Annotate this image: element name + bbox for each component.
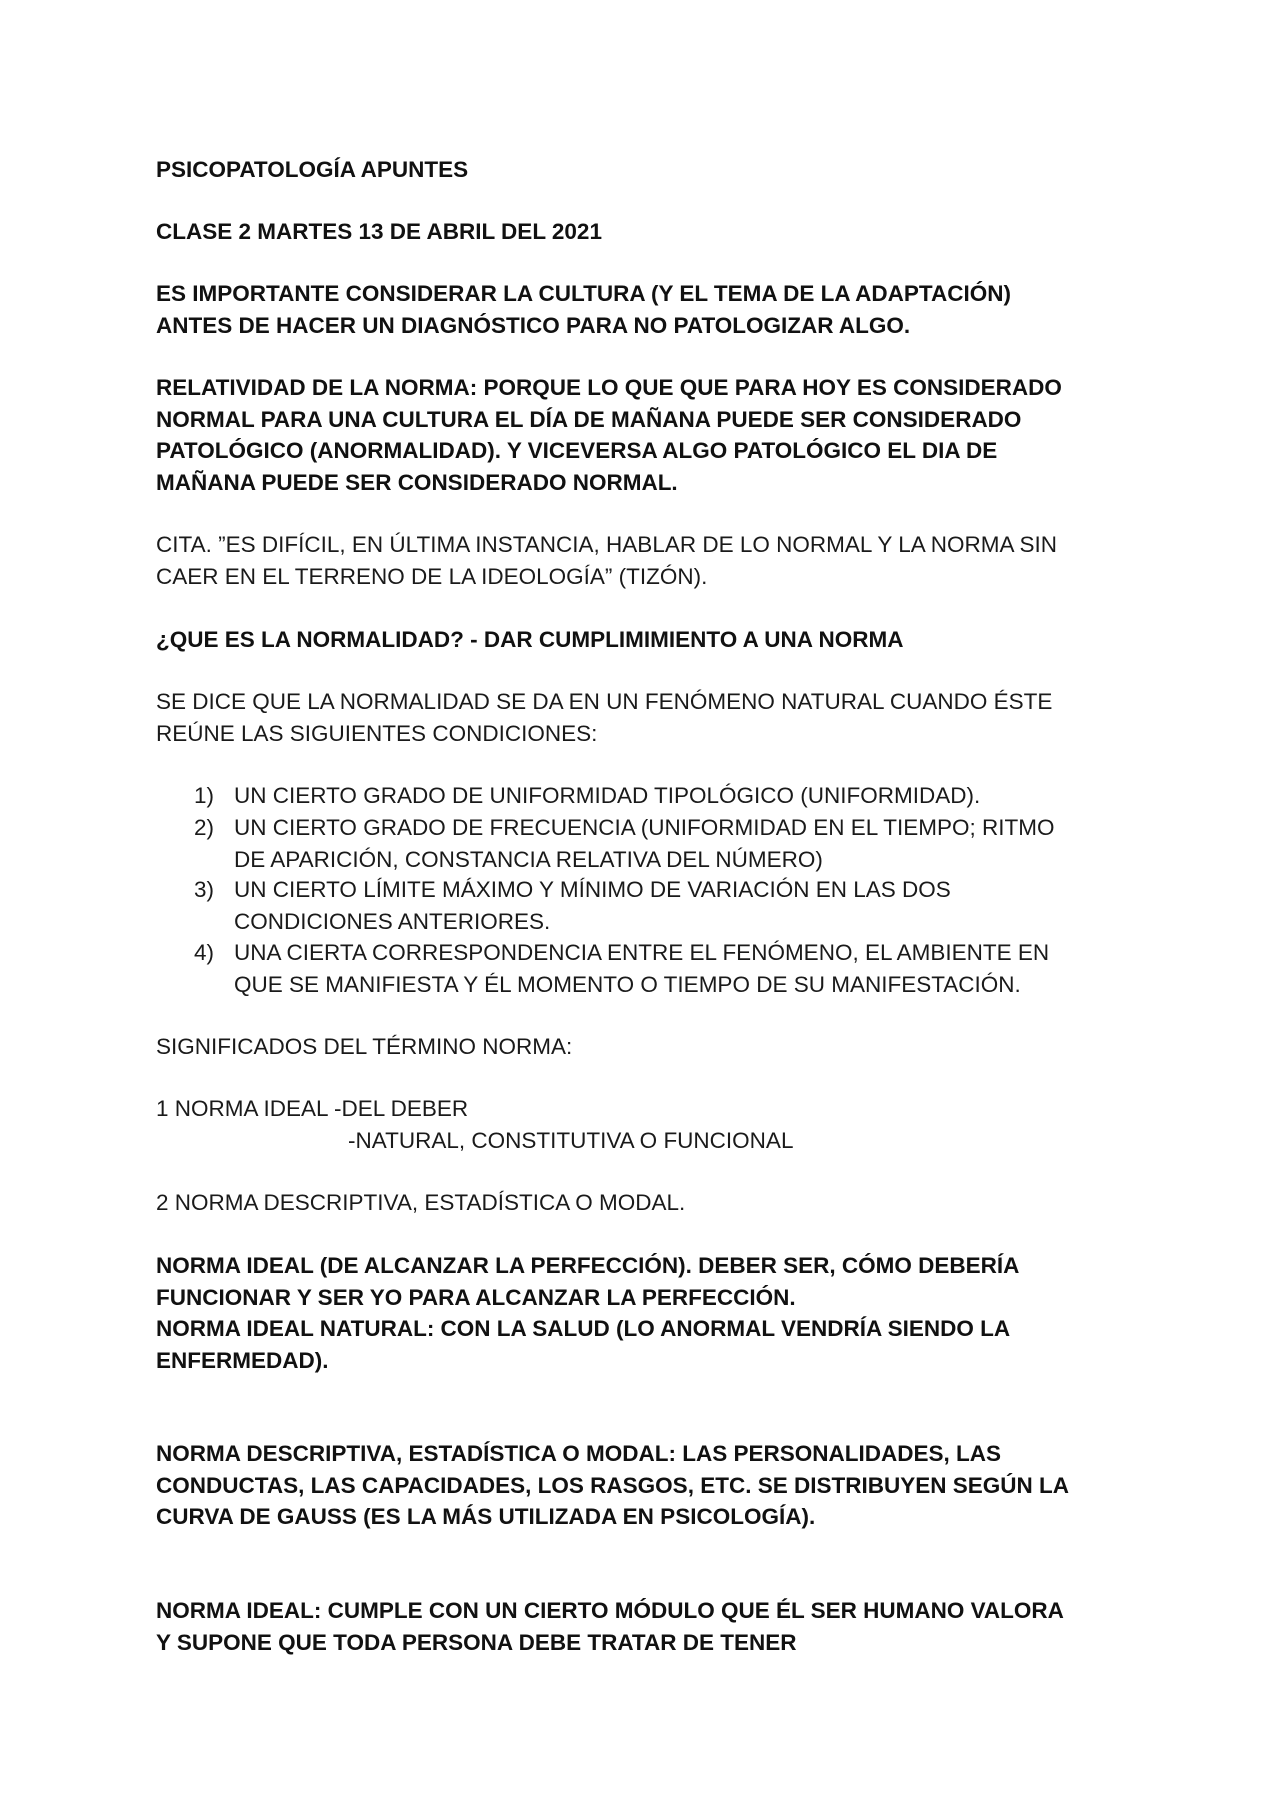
list-line: UN CIERTO LÍMITE MÁXIMO Y MÍNIMO DE VARIACIÓN EN LAS DOS: [234, 877, 951, 902]
list-line: UN CIERTO GRADO DE UNIFORMIDAD TIPOLÓGICO (UNIFORMIDAD).: [234, 783, 981, 808]
paragraph-line: CAER EN EL TERRENO DE LA IDEOLOGÍA” (TIZÓN).: [156, 563, 708, 589]
paragraph-line: NORMA IDEAL NATURAL: CON LA SALUD (LO ANORMAL VENDRÍA SIENDO LA: [156, 1316, 1011, 1341]
list-line: QUE SE MANIFIESTA Y ÉL MOMENTO O TIEMPO DE SU MANIFESTACIÓN.: [234, 971, 1021, 997]
list-line: UNA CIERTA CORRESPONDENCIA ENTRE EL FENÓMENO, EL AMBIENTE EN: [234, 940, 1050, 965]
paragraph-line: CITA. ”ES DIFÍCIL, EN ÚLTIMA INSTANCIA, HABLAR DE LO NORMAL Y LA NORMA SIN: [156, 532, 1058, 557]
paragraph-line: MAÑANA PUEDE SER CONSIDERADO NORMAL.: [156, 469, 678, 495]
paragraph-line: Y SUPONE QUE TODA PERSONA DEBE TRATAR DE TENER: [156, 1629, 797, 1655]
normality-question: ¿QUE ES LA NORMALIDAD? - DAR CUMPLIMIMIENTO A UNA NORMA: [156, 627, 904, 652]
norm-one-label: 1 NORMA IDEAL -DEL DEBER: [156, 1096, 469, 1121]
list-line: DE APARICIÓN, CONSTANCIA RELATIVA DEL NÚMERO): [234, 846, 823, 872]
descriptive-norm-paragraph: [156, 1438, 1166, 1533]
paragraph-line: ES IMPORTANTE CONSIDERAR LA CULTURA (Y EL TEMA DE LA ADAPTACIÓN): [156, 281, 1011, 306]
paragraph-line: RELATIVIDAD DE LA NORMA: PORQUE LO QUE QUE PARA HOY ES CONSIDERADO: [156, 375, 1062, 400]
paragraph-line: PATOLÓGICO (ANORMALIDAD). Y VICEVERSA ALGO PATOLÓGICO EL DIA DE: [156, 438, 998, 463]
relativity-paragraph: [156, 372, 1166, 498]
list-number: 4): [194, 940, 215, 965]
list-text: [234, 812, 1055, 875]
paragraph-line: NORMAL PARA UNA CULTURA EL DÍA DE MAÑANA PUEDE SER CONSIDERADO: [156, 406, 1022, 432]
paragraph-line: ENFERMEDAD).: [156, 1347, 329, 1373]
ideal-norm-final-paragraph: [156, 1595, 1166, 1658]
list-text: [234, 780, 980, 812]
class-date-line: CLASE 2 MARTES 13 DE ABRIL DEL 2021: [156, 219, 602, 244]
list-number: 3): [194, 877, 215, 902]
quote-paragraph: [156, 529, 1166, 592]
norm-one-sublabel: -NATURAL, CONSTITUTIVA O FUNCIONAL: [348, 1128, 794, 1153]
paragraph-line: NORMA IDEAL (DE ALCANZAR LA PERFECCIÓN). DEBER SER, CÓMO DEBERÍA: [156, 1253, 1020, 1278]
list-number: 1): [194, 783, 215, 808]
paragraph-line: NORMA IDEAL: CUMPLE CON UN CIERTO MÓDULO QUE ÉL SER HUMANO VALORA: [156, 1598, 1064, 1623]
document-title: PSICOPATOLOGÍA APUNTES: [156, 157, 469, 182]
paragraph-line: NORMA DESCRIPTIVA, ESTADÍSTICA O MODAL: LAS PERSONALIDADES, LAS: [156, 1441, 1002, 1466]
meanings-heading: SIGNIFICADOS DEL TÉRMINO NORMA:: [156, 1034, 573, 1059]
paragraph-line: CONDUCTAS, LAS CAPACIDADES, LOS RASGOS, ETC. SE DISTRIBUYEN SEGÚN LA: [156, 1472, 1069, 1498]
list-line: UN CIERTO GRADO DE FRECUENCIA (UNIFORMIDAD EN EL TIEMPO; RITMO: [234, 815, 1055, 840]
ideal-norm-paragraph: [156, 1250, 1166, 1376]
paragraph-line: REÚNE LAS SIGUIENTES CONDICIONES:: [156, 720, 598, 746]
normality-intro: [156, 686, 1166, 749]
paragraph-line: SE DICE QUE LA NORMALIDAD SE DA EN UN FENÓMENO NATURAL CUANDO ÉSTE: [156, 689, 1053, 714]
list-line: CONDICIONES ANTERIORES.: [234, 908, 551, 934]
culture-paragraph: [156, 278, 1166, 341]
list-number: 2): [194, 815, 215, 840]
paragraph-line: CURVA DE GAUSS (ES LA MÁS UTILIZADA EN PSICOLOGÍA).: [156, 1504, 816, 1529]
list-text: [234, 937, 1049, 1000]
paragraph-line: FUNCIONAR Y SER YO PARA ALCANZAR LA PERFECCIÓN.: [156, 1284, 796, 1310]
norm-two-label: 2 NORMA DESCRIPTIVA, ESTADÍSTICA O MODAL.: [156, 1190, 686, 1215]
list-text: [234, 874, 951, 937]
paragraph-line: ANTES DE HACER UN DIAGNÓSTICO PARA NO PATOLOGIZAR ALGO.: [156, 312, 911, 338]
